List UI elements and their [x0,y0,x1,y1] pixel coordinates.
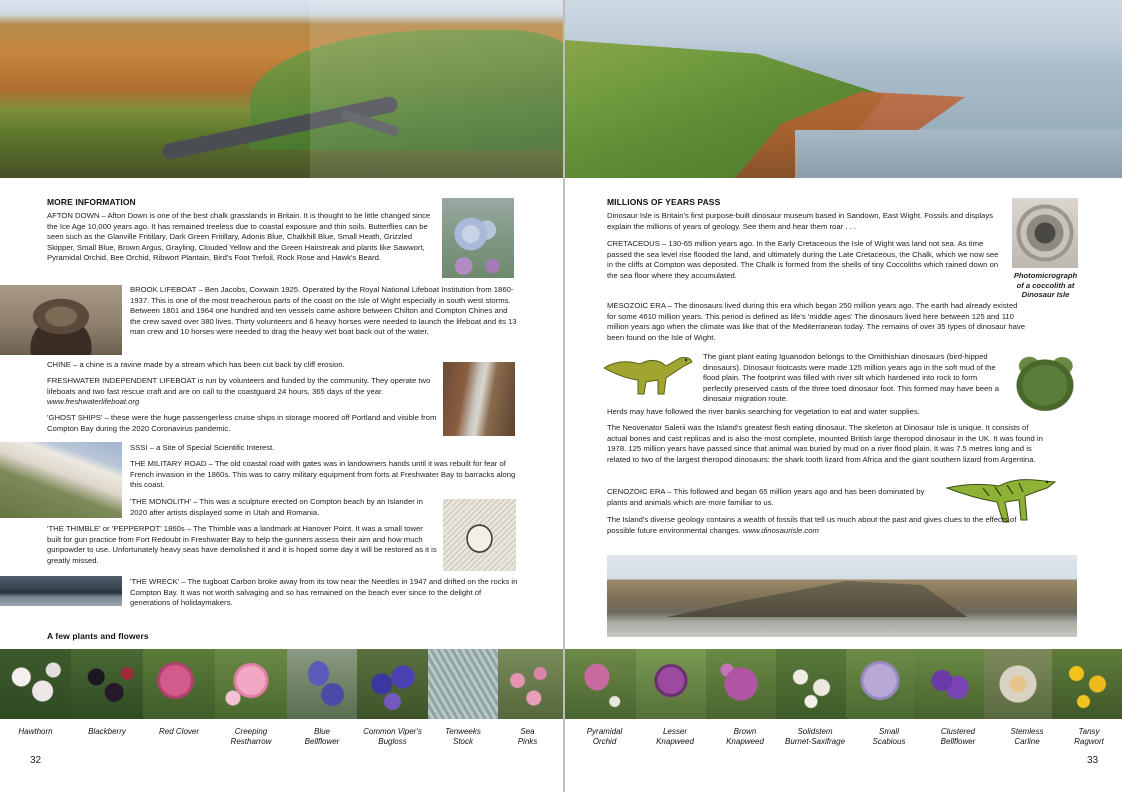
page-number-right: 33 [1087,755,1099,766]
flower-label-red-clover: Red Clover [158,727,199,736]
panorama-afton-down-photo [0,0,563,178]
flower-label-clustered-bellflower: Clustered Bellflower [940,727,976,746]
lifeboat-coxwain-photo [0,285,122,355]
monolith-paragraph: 'THE MONOLITH' – This was a sculpture erected on Compton beach by an Islander in 2020 after artists displayed some in Utah and Romania. [130,497,423,517]
flower-label-stemless-carline: Stemless Carline [1010,727,1044,746]
stemless-carline-photo [984,649,1052,719]
flower-label-pyramidal-orchid: Pyramidal Orchid [586,727,623,746]
coccolith-photo [1012,198,1078,268]
iguanodon-icon [600,348,698,398]
neovenator-paragraph: The Neovenator Salerii was the Island's greatest flesh eating dinosaur. The skeleton at Dinosaur Isle is unique. It consists of actual bones and cast replicas and is also the most complete, mounted British large theropod dinosaur in the UK. It was found in 1978. 125 million years have passed since that animal was buried by mud on a river flood plain. It was 7.5 metres long and is related to two of the largest theropod dinosaurs: the shark tooth lizard from Africa and the giant southern lizard from Argentina. [607,423,1043,464]
flower-label-lesser-knapweed: Lesser Knapweed [656,727,694,746]
iguanodon-illustration [600,348,698,398]
wreck-photo [0,576,122,606]
flower-label-brown-knapweed: Brown Knapweed [726,727,764,746]
flower-label-blackberry: Blackberry [88,727,126,736]
flower-label-hawthorn: Hawthorn [18,727,53,736]
sssi-paragraph: SSSI – a Site of Special Scientific Interest. [130,443,275,452]
tansy-ragwort-photo [1052,649,1122,719]
wreck-paragraph: 'THE WRECK' – The tugboat Carbon broke away from its tow near the Needles in 1947 and drifted on the rocks in Compton Bay. It was not worth salvaging and so has remained on the beach ever since to the delight of generations of holidaymakers. [130,577,518,608]
flower-label-solidstem-burnet-saxifrage: Solidstem Burnet-Saxifrage [784,727,846,746]
page-right [565,0,1122,792]
thimble-paragraph: 'THE THIMBLE' or 'PEPPERPOT' 1860s – The Thimble was a landmark at Hanover Point. It was a small tower built for gun practice from Fort Redoubt in Freshwater Bay to help the gunners assess their aim and how much gunpowder to use. Unfortunately heavy seas have demolished it and it is hoped some day it will be restored as it is greatly missed. [47,524,437,565]
red-clover-photo [143,649,215,719]
creeping-restharrow-photo [215,649,287,719]
lesser-knapweed-photo [636,649,706,719]
ghost-ships-paragraph: 'GHOST SHIPS' – these were the huge passengerless cruise ships in storage moored off Portland and visible from Compton Bay during the 2020 Coronavirus pandemic. [47,413,437,433]
mesozoic-paragraph: MESOZOIC ERA – The dinosaurs lived during this era which began 250 million years ago. The earth had already existed for some 4610 million years. This period is defined as life's 'middle ages' The dinosaurs lived here between 125 and 110 million years ago when the climate was like that of the Mediterranean today. The remains of over 35 types of dinosaur have been found on the Isle of Wight. [607,301,1026,342]
cretaceous-paragraph: CRETACEOUS – 130-65 million years ago. In the Early Cretaceous the Isle of Wight was land not sea. As time passed the sea level rise flooded the land, and ultimately during the Late Cretaceous, the Chalk, which we now see in the cliffs at Compton was deposited. The Chalk is formed from the shells of tiny Coccoliths which rained down on the sea floor where they accumulated. [607,239,999,280]
flower-label-small-scabious: Small Scabious [872,727,906,746]
plants-heading: A few plants and flowers [47,631,149,641]
chine-paragraph: CHINE – a chine is a ravine made by a stream which has been cut back by cliff erosion. [47,360,345,369]
military-road-paragraph: THE MILITARY ROAD – The old coastal road with gates was in landowners hands until it was rebuilt for fear of French invasion in the 1860s. This was to carry military equipment from forts at Freshwater Bay to barracks along this coast. [130,459,516,490]
afton-down-paragraph: AFTON DOWN – Afton Down is one of the best chalk grasslands in Britain. It is thought to be little changed since the Ice Age 10,000 years ago. It has remained treeless due to coastal exposure and thin soils. Butterflies can be seen such as the Glanville Fritillary, Dark Green Fritillary, Adonis Blue, Chalkhill Blue, Small Heath, Grizzled Skipper, Small Blue, Brown Argus, Grayling, Clouded Yellow and the Green Hairstreak and plants like Sawwort, Pyramidal Orchid, Bee Orchid, Ribwort Plantain, Bird's Foot Trefoil, Rock Rose and Hawk's Beard. [47,211,431,263]
tenweeks-stock-photo [428,649,498,719]
more-information-heading: MORE INFORMATION [47,197,136,207]
clustered-bellflower-photo [914,649,984,719]
blue-bellflower-photo [287,649,357,719]
dinosaur-isle-intro-paragraph: Dinosaur Isle is Britain's first purpose-built dinosaur museum based in Sandown, East Wight. Fossils and displays explain the millions of years of geology. See them and hear them roar . . . [607,211,994,231]
geology-paragraph: The Island's diverse geology contains a wealth of fossils that tell us much about the past and gives clues to the effects of possible future environmental changes. www.dinosaurisle.com [607,515,1017,535]
millions-of-years-heading: MILLIONS OF YEARS PASS [607,197,721,207]
butterfly-photo [442,198,514,278]
flower-label-tansy-ragwort: Tansy Ragwort [1074,727,1104,746]
cenozoic-paragraph: CENOZOIC ERA – This followed and began 65 million years ago and has been dominated by plants and animals which are more familiar to us. [607,487,925,507]
dinosaur-isle-link[interactable]: www.dinosaurisle.com [742,525,819,535]
blackberry-photo [71,649,143,719]
small-scabious-photo [846,649,914,719]
brown-knapweed-photo [706,649,776,719]
right-flower-strip [565,649,1122,719]
compton-cliffs-photo [607,555,1077,637]
hawthorn-photo [0,649,71,719]
flower-label-creeping-restharrow: Creeping Restharrow [230,727,272,746]
military-road-photo [0,442,122,518]
dinosaur-footcast-photo [1006,350,1084,414]
freshwater-lifeboat-paragraph: FRESHWATER INDEPENDENT LIFEBOAT is run by volunteers and funded by the community. They operate two lifeboats and two fast rescue craft and are on call to the coastguard 24 hours, 365 days of the year. www.freshwaterlifeboat.org [47,376,431,407]
coccolith-caption: Photomicrograph of a coccolith at Dinosaur Isle [1013,271,1078,299]
pyramidal-orchid-photo [565,649,636,719]
flower-label-common-vipers-bugloss: Common Viper's Bugloss [363,727,422,746]
panorama-coast-photo [565,0,1122,178]
freshwater-lifeboat-link[interactable]: www.freshwaterlifeboat.org [47,397,140,407]
common-vipers-bugloss-photo [357,649,428,719]
flower-label-blue-bellflower: Blue Bellflower [304,727,340,746]
flower-label-tenweeks-stock: Tenweeks Stock [445,727,481,746]
thimble-drawing [443,499,516,571]
iguanodon-paragraph: The giant plant eating Iguanodon belongs to the Ornithishian dinosaurs (bird-hipped dinosaurs). Dinosaur footcasts were made 125 million years ago in the soft mud of the flood plain. The footprint was filled with river silt which hardened into rock to form perfectly preserved casts of the three toed dinosaur foot. This formed may have been a dinosaur migration route. [703,352,999,404]
sea-pinks-photo [498,649,563,719]
left-flower-strip [0,649,563,719]
flower-label-sea-pinks: Sea Pinks [517,727,538,746]
page-number-left: 32 [30,755,42,766]
chine-ravine-photo [443,362,515,436]
herds-paragraph: Herds may have followed the river banks searching for vegetation to eat and water supplies. [607,407,920,416]
solidstem-burnet-saxifrage-photo [776,649,846,719]
brook-lifeboat-paragraph: BROOK LIFEBOAT – Ben Jacobs, Coxwain 1925. Operated by the Royal National Lifeboat Institution from 1860-1937. This is one of the most treacherous parts of the coast on the Isle of Wight especially in south west storms. Between 1801 and 1964 one hundred and ten vessels came ashore between Chilton and Compton Chines and the crew saved over 380 lives. Thirty volunteers and 6 heavy horses were needed to launch the lifeboat and its 13 man crew and 10 horses were needed to drag the heavy wet boat back out of the water. [130,285,517,337]
